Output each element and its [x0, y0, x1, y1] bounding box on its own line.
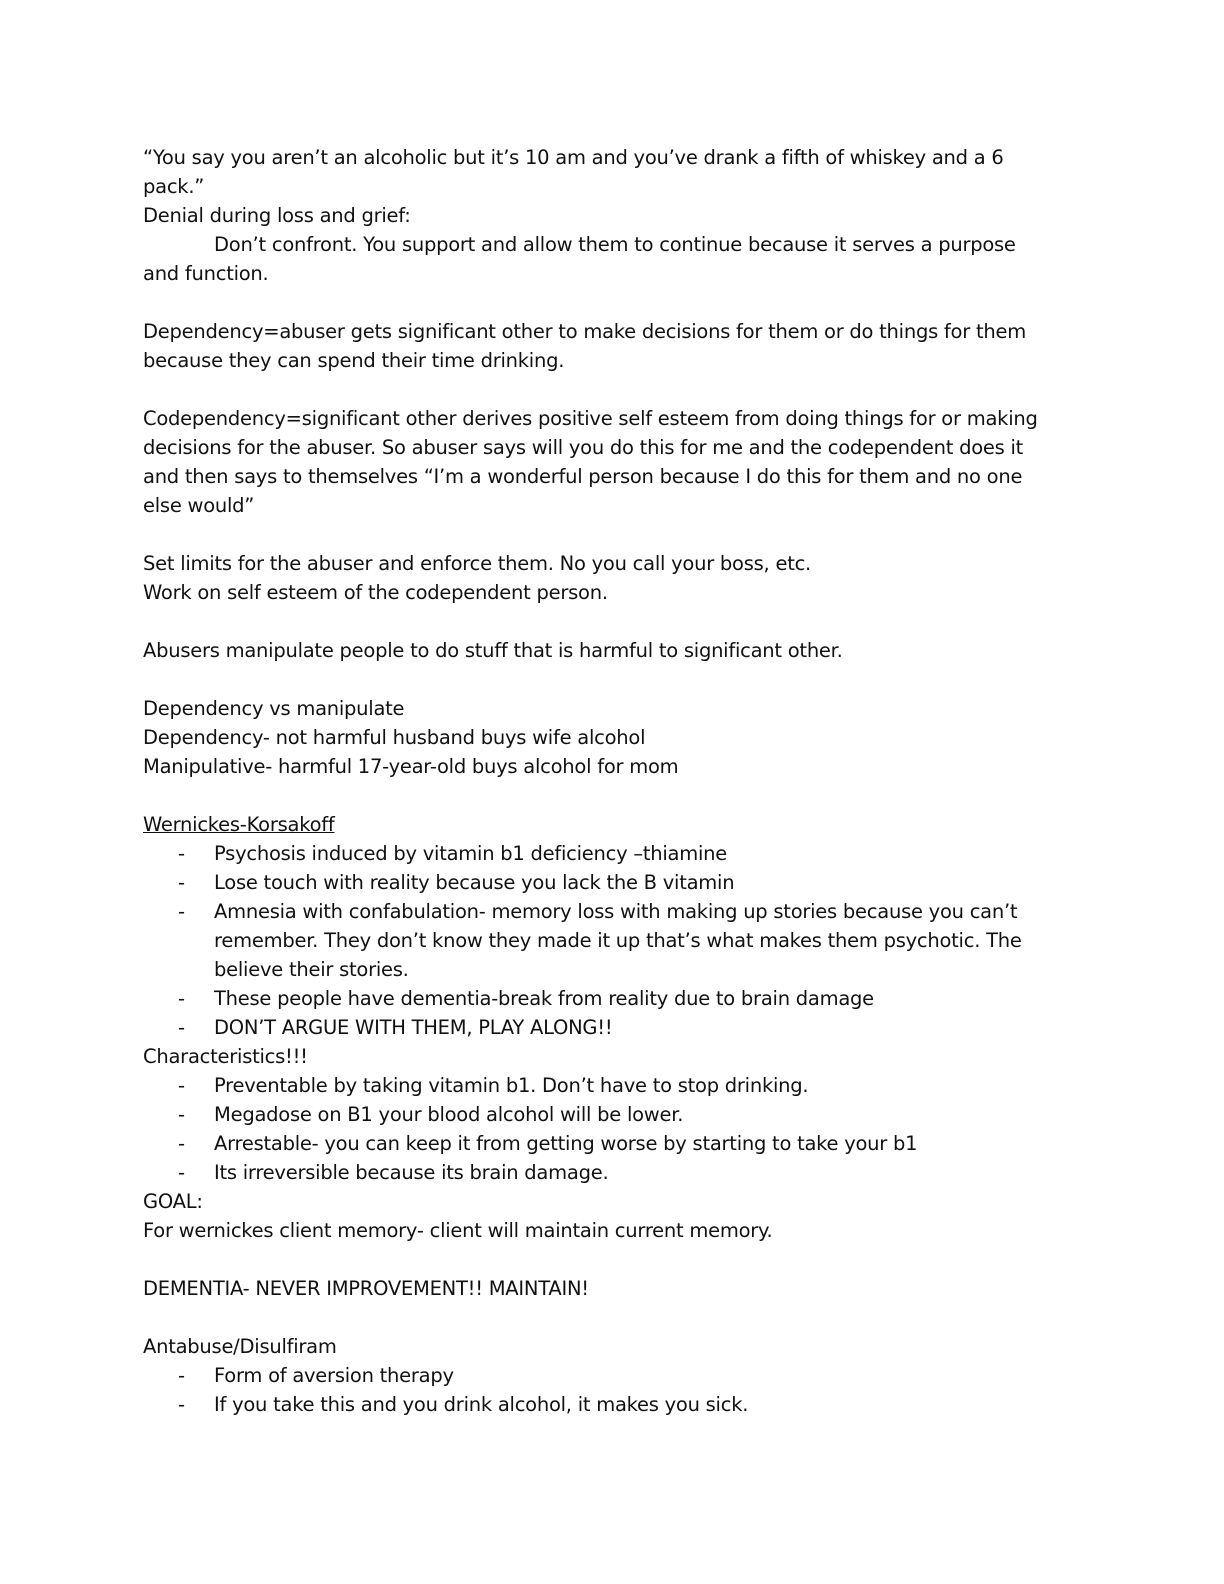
list-item: - Megadose on B1 your blood alcohol will be lower.	[214, 1100, 1043, 1129]
denial-heading: Denial during loss and grief:	[143, 204, 411, 227]
dependency-definition: Dependency=abuser gets significant other to make decisions for them or do things for them because they can spend their time drinking.	[143, 320, 1026, 372]
limits-line-1: Set limits for the abuser and enforce them. No you call your boss, etc.	[143, 552, 812, 575]
list-item: - Amnesia with confabulation- memory loss with making up stories because you can’t remember. They don’t know they made it up that’s what makes them psychotic. The believe their stories.	[214, 897, 1043, 984]
list-item: - Form of aversion therapy	[214, 1361, 1043, 1390]
spacer	[143, 520, 1043, 549]
wernicke-heading: Wernickes-Korsakoff	[143, 813, 335, 836]
list-item: - DON’T ARGUE WITH THEM, PLAY ALONG!!	[214, 1013, 1043, 1042]
list-item: - If you take this and you drink alcohol, it makes you sick.	[214, 1390, 1043, 1419]
antabuse-heading: Antabuse/Disulfiram	[143, 1335, 337, 1358]
list-item: - These people have dementia-break from reality due to brain damage	[214, 984, 1043, 1013]
list-item: - Its irreversible because its brain damage.	[214, 1158, 1043, 1187]
wernicke-list	[143, 839, 1043, 1042]
manipulate-note: Abusers manipulate people to do stuff that is harmful to significant other.	[143, 639, 843, 662]
spacer	[143, 607, 1043, 636]
list-item: - Lose touch with reality because you lack the B vitamin	[214, 868, 1043, 897]
goal-text: For wernickes client memory- client will maintain current memory.	[143, 1219, 773, 1242]
list-item: - Preventable by taking vitamin b1. Don’t have to stop drinking.	[214, 1071, 1043, 1100]
dep-vs-manip-heading: Dependency vs manipulate	[143, 697, 405, 720]
dementia-note: DEMENTIA- NEVER IMPROVEMENT!! MAINTAIN!	[143, 1277, 589, 1300]
goal-heading: GOAL:	[143, 1190, 203, 1213]
quote-paragraph: “You say you aren’t an alcoholic but it’s 10 am and you’ve drank a fifth of whiskey and a 6 pack.”	[143, 146, 1004, 198]
list-item: - Arrestable- you can keep it from getting worse by starting to take your b1	[214, 1129, 1043, 1158]
spacer	[143, 375, 1043, 404]
limits-line-2: Work on self esteem of the codependent person.	[143, 581, 608, 604]
characteristics-heading: Characteristics!!!	[143, 1045, 308, 1068]
characteristics-list	[143, 1071, 1043, 1187]
spacer	[143, 1303, 1043, 1332]
document-page	[143, 143, 1043, 1419]
antabuse-list	[143, 1361, 1043, 1419]
spacer	[143, 665, 1043, 694]
spacer	[143, 781, 1043, 810]
spacer	[143, 1245, 1043, 1274]
list-item: - Psychosis induced by vitamin b1 deficiency –thiamine	[214, 839, 1043, 868]
dependency-example: Dependency- not harmful husband buys wife alcohol	[143, 726, 646, 749]
spacer	[143, 288, 1043, 317]
denial-body: Don’t confront. You support and allow them to continue because it serves a purpose and function.	[143, 233, 1016, 285]
manipulative-example: Manipulative- harmful 17-year-old buys alcohol for mom	[143, 755, 679, 778]
codependency-definition: Codependency=significant other derives positive self esteem from doing things for or making decisions for the abuser. So abuser says will you do this for me and the codependent does it and then says to themselves “I’m a wonderful person because I do this for them and no one else would”	[143, 407, 1038, 517]
